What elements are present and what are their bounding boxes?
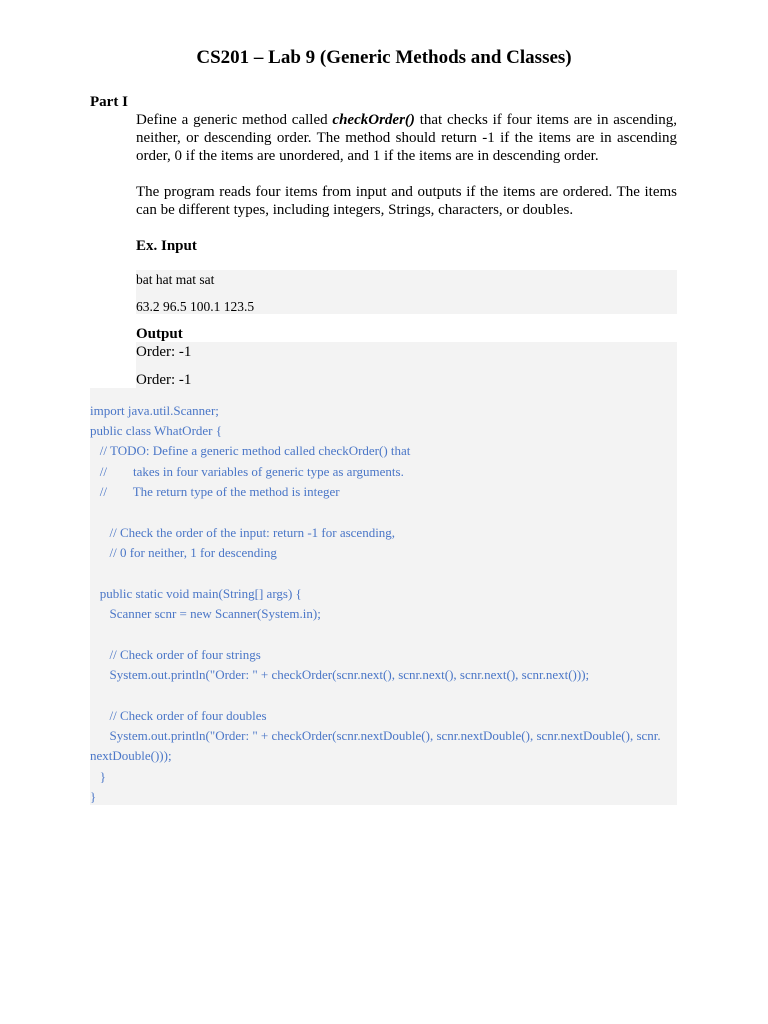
code-line: import java.util.Scanner; <box>90 403 219 418</box>
paragraph-description <box>136 111 677 165</box>
code-line: // Check the order of the input: return -1 for ascending, <box>90 525 396 540</box>
code-line: public class WhatOrder { <box>90 423 222 438</box>
code-line: // takes in four variables of generic type as arguments. <box>90 464 404 479</box>
code-line: // Check order of four doubles <box>90 708 267 723</box>
code-line: System.out.println("Order: " + checkOrder(scnr.nextDouble(), scnr.nextDouble(), scnr.nextDouble(), scnr. <box>90 728 661 743</box>
paragraph-text-after: that checks if four items are in ascending, neither, or descending order. The method should return -1 if the items are in ascending order, 0 if the items are unordered, and 1 if the items are in descending order. <box>136 112 677 164</box>
example-input-heading: Ex. Input <box>136 238 197 254</box>
example-output-heading: Output <box>136 326 183 342</box>
example-output-line: Order: -1 <box>136 344 192 360</box>
example-output-box <box>136 342 677 388</box>
document-title: CS201 – Lab 9 (Generic Methods and Classes) <box>196 47 572 68</box>
code-line: } <box>90 789 97 804</box>
code-line: // 0 for neither, 1 for descending <box>90 545 277 560</box>
method-name: checkOrder() <box>332 112 415 128</box>
code-line: } <box>90 769 106 784</box>
code-line: // The return type of the method is integer <box>90 484 340 499</box>
code-line: // Check order of four strings <box>90 647 261 662</box>
code-line: nextDouble())); <box>90 748 172 763</box>
paragraph-program-info: The program reads four items from input and outputs if the items are ordered. The items can be different types, including integers, Strings, characters, or doubles. <box>136 184 677 218</box>
code-line: public static void main(String[] args) { <box>90 586 302 601</box>
code-line: System.out.println("Order: " + checkOrder(scnr.next(), scnr.next(), scnr.next(), scnr.next())); <box>90 667 590 682</box>
example-output-line: Order: -1 <box>136 372 192 388</box>
part-heading: Part I <box>90 94 128 110</box>
example-input-line: 63.2 96.5 100.1 123.5 <box>136 299 255 314</box>
code-line: Scanner scnr = new Scanner(System.in); <box>90 606 321 621</box>
example-input-line: bat hat mat sat <box>136 272 215 287</box>
code-line: // TODO: Define a generic method called checkOrder() that <box>90 443 411 458</box>
paragraph-text-before: Define a generic method called <box>136 112 333 128</box>
